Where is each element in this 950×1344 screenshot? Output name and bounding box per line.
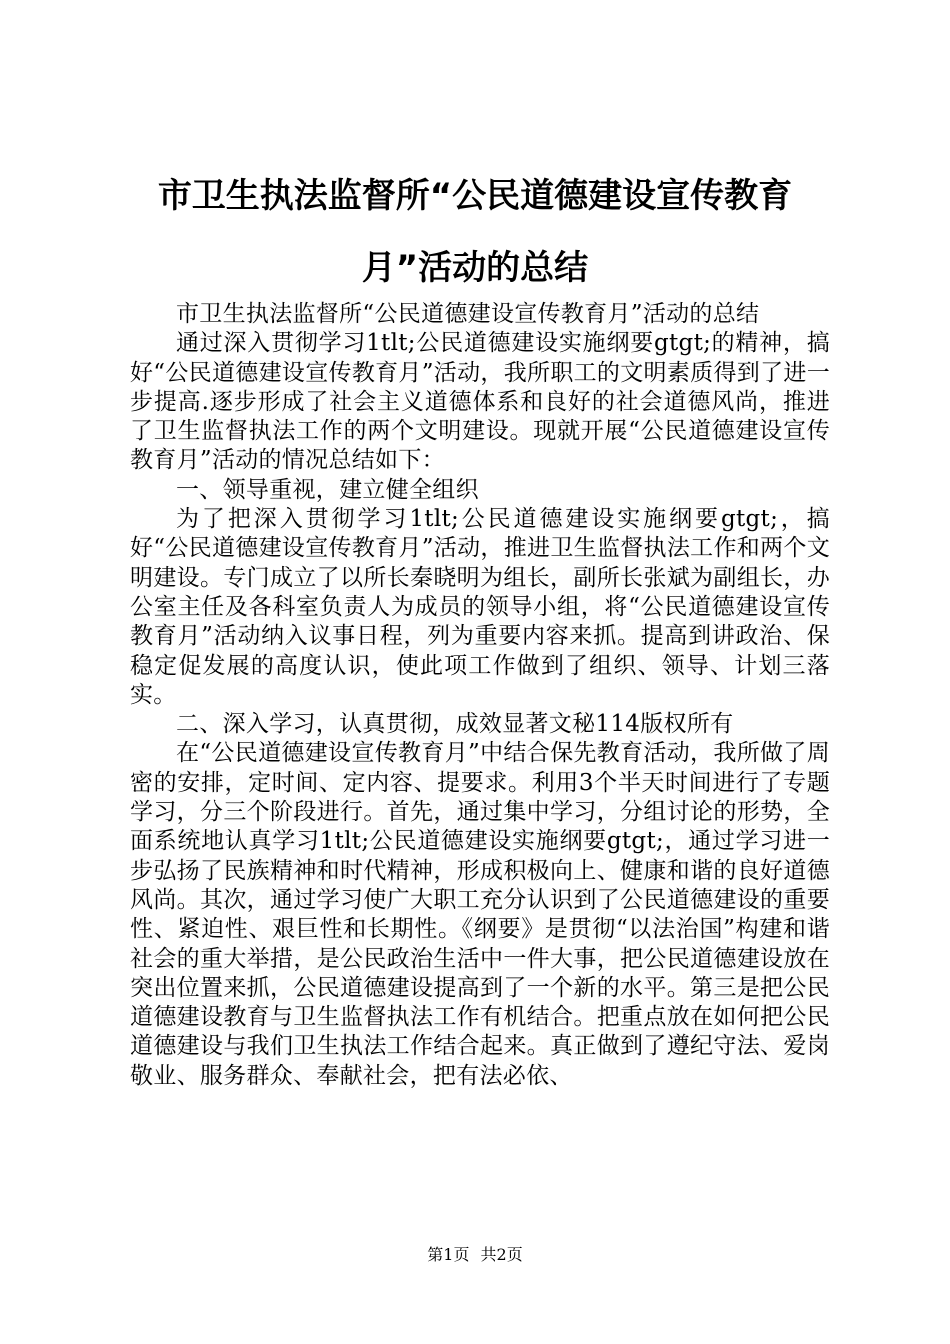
section-heading-1: 一、领导重视，建立健全组织 (176, 476, 479, 503)
paragraph-section-2: 在“公民道德建设宣传教育月”中结合保先教育活动，我所做了周密的安排，定时间、定内容、提要求。利用3个半天时间进行了专题学习，分三个阶段进行。首先，通过集中学习，分组讨论的形势，全面系统地认真学习1tlt;公民道德建设实施纲要gtgt;，通过学习进一步弘扬了民族精神和时代精神，形成积极向上、健康和谐的良好道德风尚。其次，通过学习使广大职工充分认识到了公民道德建设的重要性、紧迫性、艰巨性和长期性。《纲要》是贯彻“以法治国”构建和谐社会的重大举措，是公民政治生活中一件大事，把公民道德建设放在突出位置来抓，公民道德建设提高到了一个新的水平。第三是把公民道德建设教育与卫生监督执法工作有机结合。把重点放在如何把公民道德建设与我们卫生执法工作结合起来。真正做到了遵纪守法、爱岗敬业、服务群众、奉献社会，把有法必依、 (130, 740, 830, 1089)
document-body (130, 300, 830, 1091)
page-number: 第1页 (427, 1245, 470, 1264)
page-footer (0, 1244, 950, 1266)
page-total: 共2页 (480, 1245, 523, 1264)
document-title: 市卫生执法监督所“公民道德建设宣传教育月”活动的总结 (157, 176, 793, 288)
section-heading-2: 二、深入学习，认真贯彻，成效显著文秘114版权所有 (176, 711, 734, 738)
paragraph-intro: 通过深入贯彻学习1tlt;公民道德建设实施纲要gtgt;的精神，搞好“公民道德建设宣传教育月”活动，我所职工的文明素质得到了进一步提高.逐步形成了社会主义道德体系和良好的社会道德风尚，推进了卫生监督执法工作的两个文明建设。现就开展“公民道德建设宣传教育月”活动的情况总结如下： (130, 330, 830, 474)
paragraph-section-1: 为了把深入贯彻学习1tlt;公民道德建设实施纲要gtgt;，搞好“公民道德建设宣传教育月”活动，推进卫生监督执法工作和两个文明建设。专门成立了以所长秦晓明为组长，副所长张斌为副组长，办公室主任及各科室负责人为成员的领导小组，将“公民道德建设宣传教育月”活动纳入议事日程，列为重要内容来抓。提高到讲政治、保稳定促发展的高度认识，使此项工作做到了组织、领导、计划三落实。 (130, 506, 830, 708)
paragraph-heading-repeat: 市卫生执法监督所“公民道德建设宣传教育月”活动的总结 (176, 301, 760, 327)
